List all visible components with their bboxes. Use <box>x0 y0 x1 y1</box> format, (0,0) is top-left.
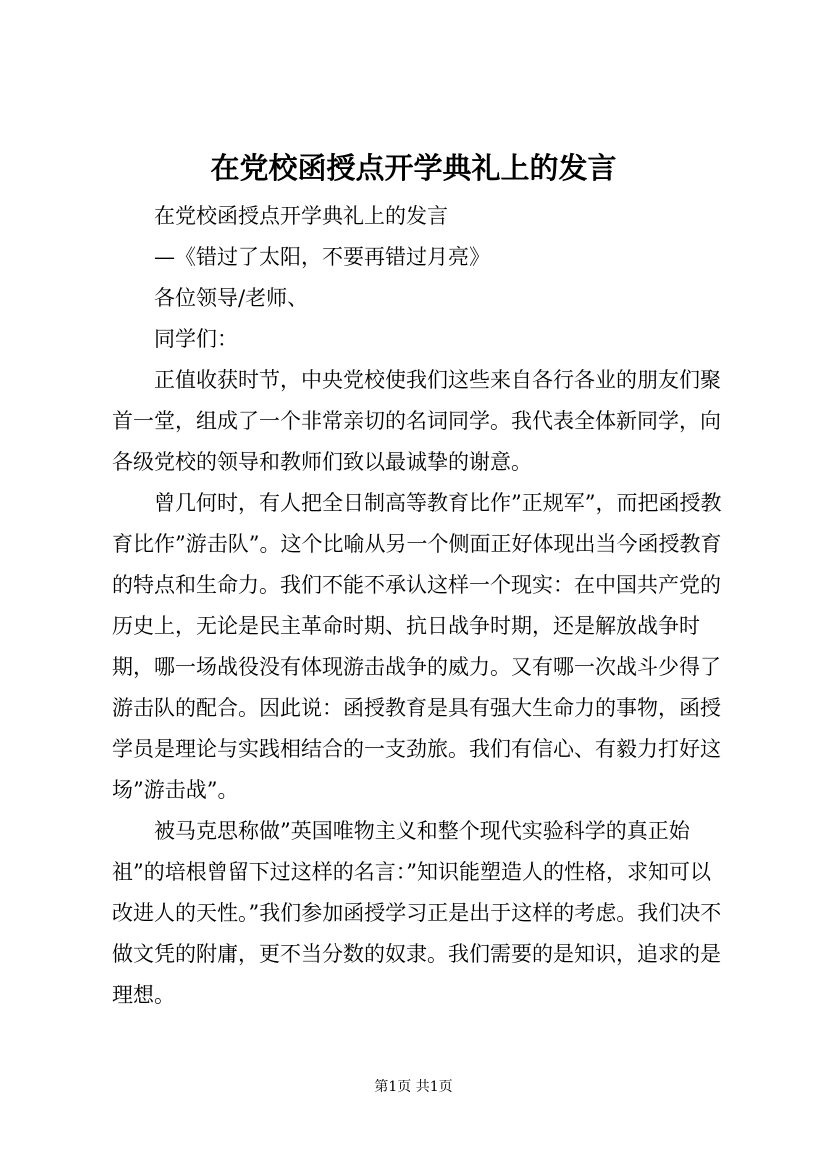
subtitle-quote: —《错过了太阳，不要再错过月亮》 <box>154 245 490 269</box>
body-paragraph-1: 正值收获时节，中央党校使我们这些来自各行各业的朋友们聚首一堂，组成了一个非常亲切的名词同学。我代表全体新同学，向各级党校的领导和教师们致以最诚挚的谢意。 <box>112 368 721 474</box>
document-title: 在党校函授点开学典礼上的发言 <box>210 151 617 185</box>
salutation-line-2: 同学们： <box>154 327 238 351</box>
subtitle-line: 在党校函授点开学典礼上的发言 <box>154 204 448 228</box>
body-paragraph-3: 被马克思称做”英国唯物主义和整个现代实验科学的真正始祖”的培根曾留下过这样的名言：”知识能塑造人的性格，求知可以改进人的天性。”我们参加函授学习正是出于这样的考虑。我们决不做文凭的附庸，更不当分数的奴隶。我们需要的是知识，追求的是理想。 <box>112 819 722 1007</box>
document-body <box>112 196 724 1016</box>
body-paragraph-2: 曾几何时，有人把全日制高等教育比作”正规军”，而把函授教育比作”游击队”。这个比喻从另一个侧面正好体现出当今函授教育的特点和生命力。我们不能不承认这样一个现实：在中国共产党的历史上，无论是民主革命时期、抗日战争时期，还是解放战争时期，哪一场战役没有体现游击战争的威力。又有哪一次战斗少得了游击队的配合。因此说：函授教育是具有强大生命力的事物，函授学员是理论与实践相结合的一支劲旅。我们有信心、有毅力打好这场”游击战”。 <box>112 491 722 802</box>
salutation-line-1: 各位领导/老师、 <box>154 286 309 310</box>
page-footer: 第1页 共1页 <box>374 1079 453 1095</box>
